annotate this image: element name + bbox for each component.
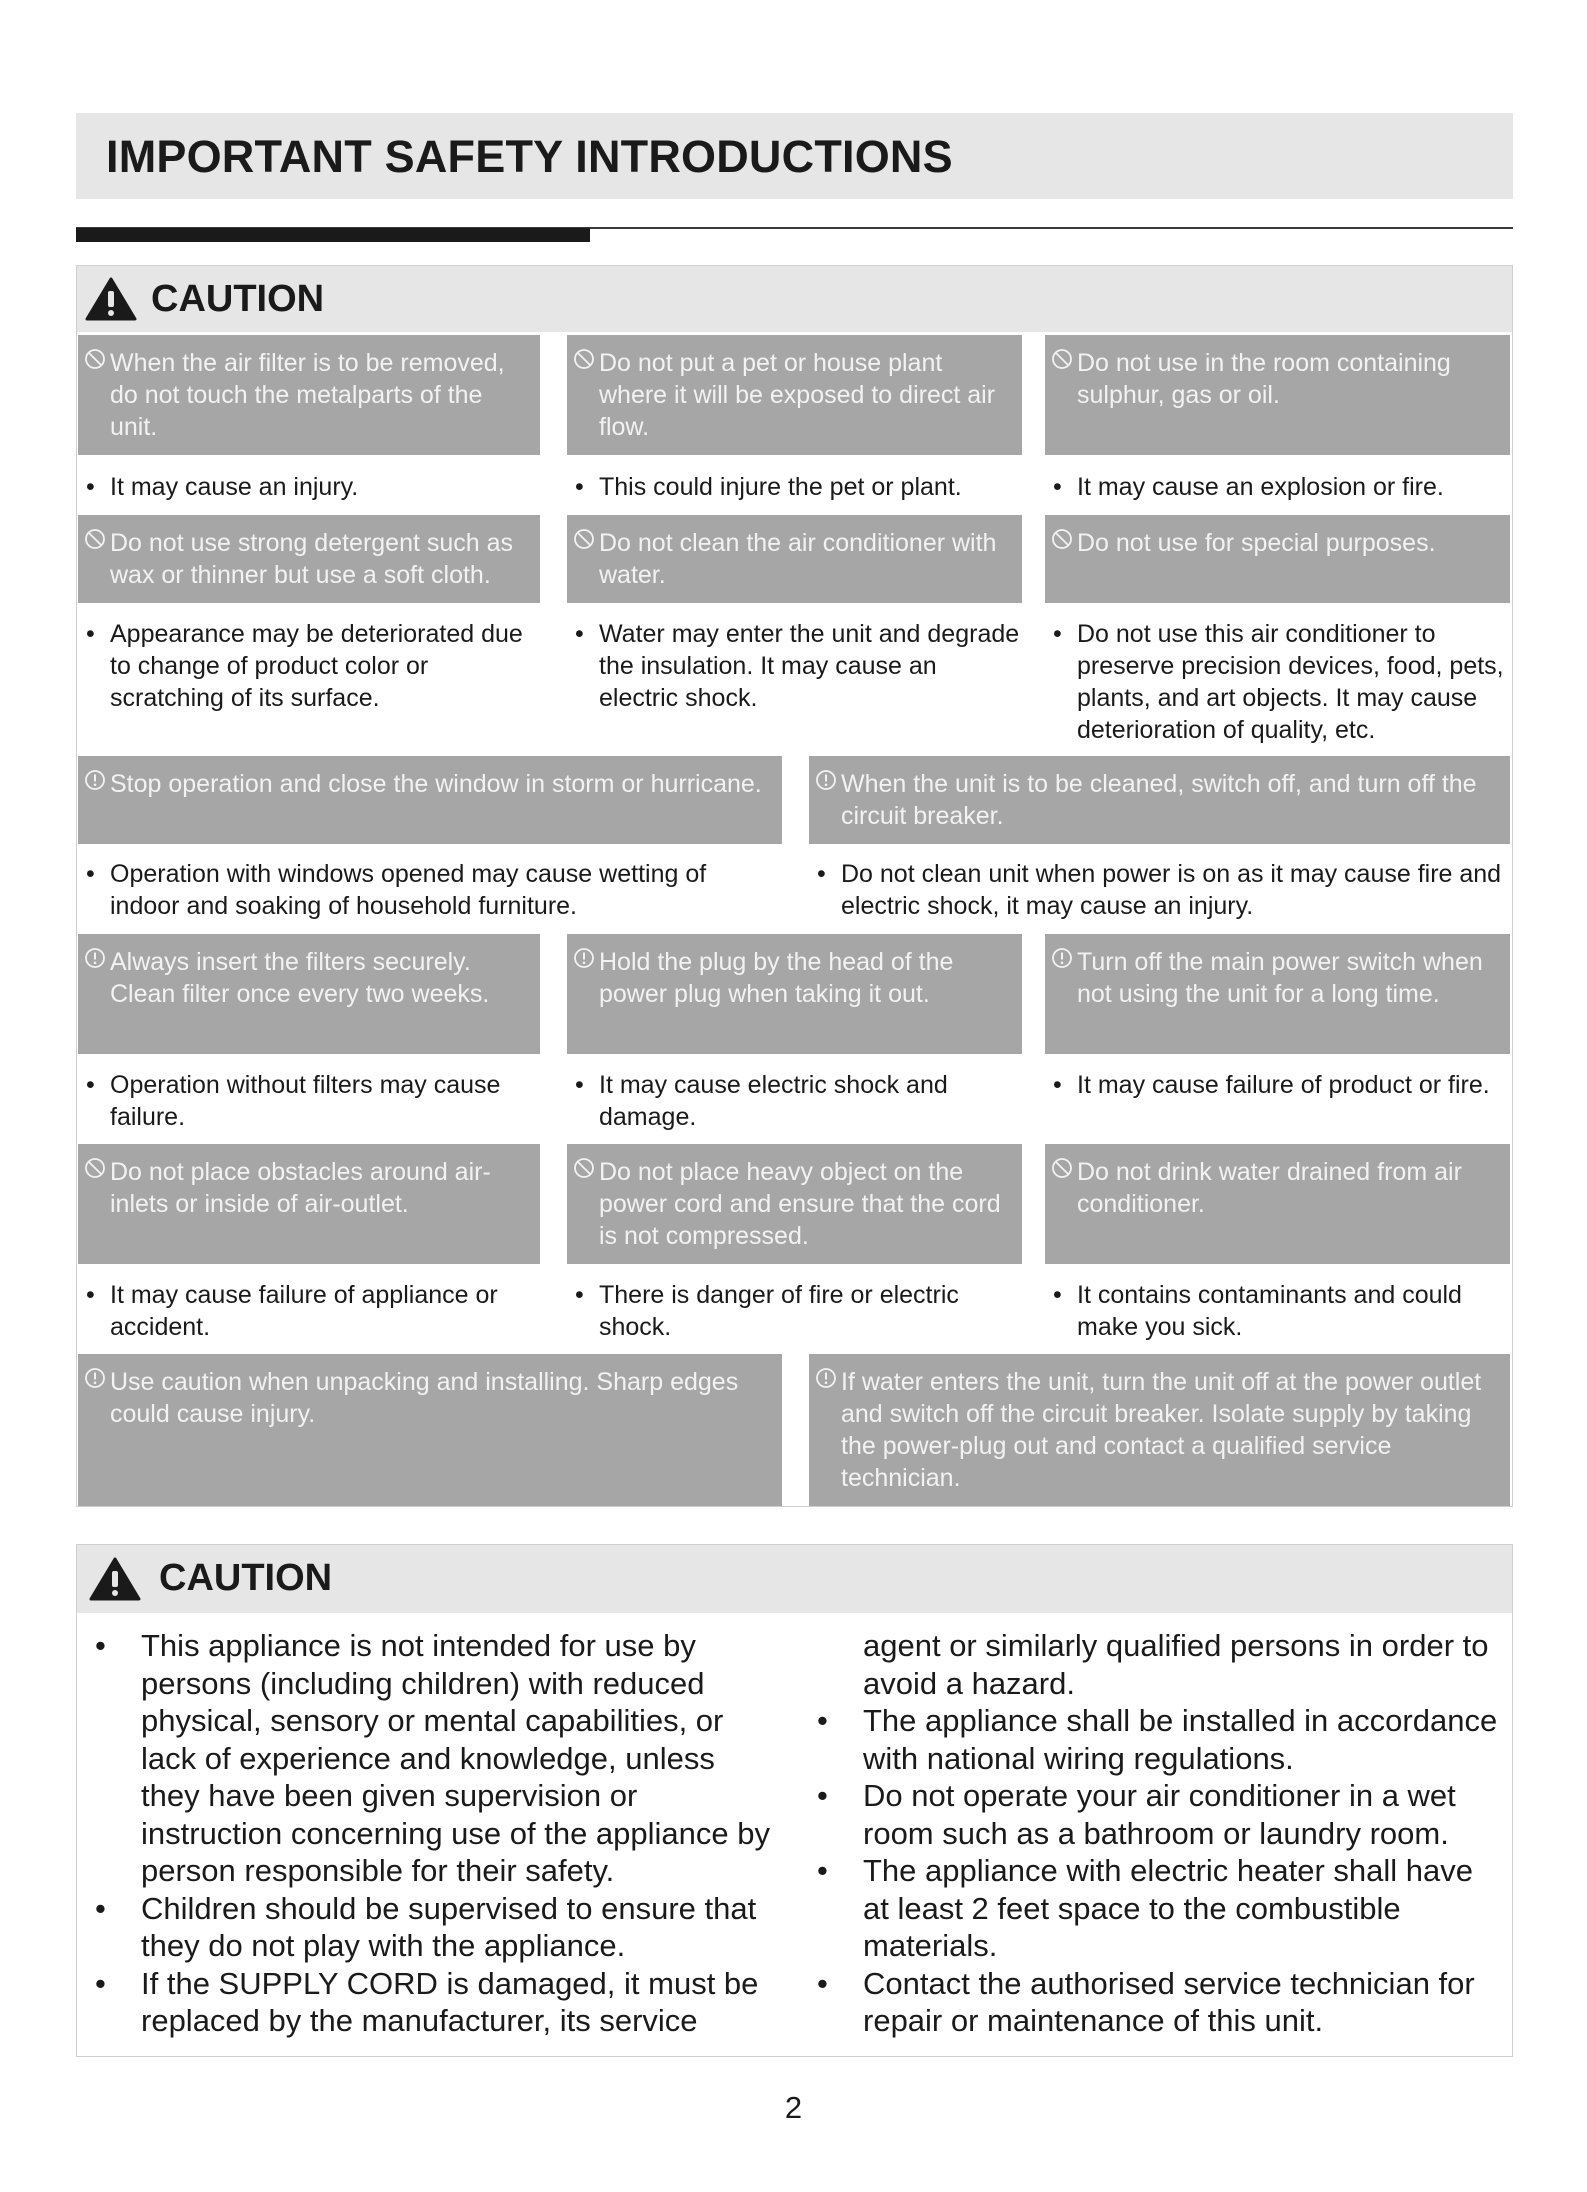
instruction-text: If water enters the unit, turn the unit off at the power outlet and switch off the circuit breaker. Isolate supply by taking the power-plug out and contact a qualified service technician. <box>841 1368 1482 1492</box>
list-item-text: This appliance is not intended for use by persons (including children) with reduced physical, sensory or mental capabilities, or lack of experience and knowledge, unless they have been given supervision or instruction concerning use of the appliance by person responsible for their safety. <box>141 1628 771 1888</box>
consequence-text: It contains contaminants and could make you sick. <box>1077 1281 1462 1341</box>
caution-list-left <box>95 1627 781 2040</box>
divider-accent <box>76 228 590 242</box>
instruction-text: Turn off the main power switch when not using the unit for a long time. <box>1077 948 1483 1008</box>
mandatory-icon <box>84 947 106 969</box>
instruction-text: Hold the plug by the head of the power plug when taking it out. <box>599 948 954 1008</box>
instruction-text: Use caution when unpacking and installing. Sharp edges could cause injury. <box>110 1368 739 1428</box>
bullet: • <box>95 1628 106 1663</box>
prohibited-icon <box>573 528 595 550</box>
instruction-cell <box>78 335 540 455</box>
consequence <box>1045 1069 1510 1101</box>
bullet: • <box>817 860 826 888</box>
consequence-text: Do not use this air conditioner to preserve precision devices, food, pets, plants, and art objects. It may cause deterioration of quality, etc. <box>1077 620 1504 744</box>
consequence <box>78 618 540 714</box>
instruction-cell <box>567 515 1022 603</box>
instruction-cell <box>809 1354 1510 1506</box>
bullet: • <box>1053 620 1062 648</box>
page-title: IMPORTANT SAFETY INTRODUCTIONS <box>106 131 953 182</box>
instruction-cell <box>1045 934 1510 1054</box>
instruction-text: Always insert the filters securely. Clean filter once every two weeks. <box>110 948 490 1008</box>
consequence-text: This could injure the pet or plant. <box>599 473 962 501</box>
bullet: • <box>817 1965 828 2001</box>
list-item <box>95 1627 781 1890</box>
instruction-cell <box>567 1144 1022 1264</box>
consequence <box>78 1279 540 1343</box>
list-item <box>817 1852 1503 1965</box>
consequence <box>567 1279 1022 1343</box>
consequence <box>1045 471 1510 503</box>
consequence <box>809 858 1510 922</box>
prohibited-icon <box>573 348 595 370</box>
consequence-text: Water may enter the unit and degrade the insulation. It may cause an electric shock. <box>599 620 1020 712</box>
list-item-text: The appliance shall be installed in accordance with national wiring regulations. <box>863 1703 1498 1776</box>
mandatory-icon <box>573 947 595 969</box>
caution-grid-section <box>76 265 1513 1507</box>
bullet: • <box>86 473 95 501</box>
list-item-text: agent or similarly qualified persons in order to avoid a hazard. <box>863 1628 1489 1701</box>
consequence <box>78 471 540 503</box>
prohibited-icon <box>573 1157 595 1179</box>
consequence <box>567 618 1022 714</box>
instruction-text: Do not put a pet or house plant where it will be exposed to direct air flow. <box>599 349 996 441</box>
list-item <box>95 1890 781 1965</box>
instruction-text: Stop operation and close the window in storm or hurricane. <box>110 770 762 798</box>
instruction-text: Do not place obstacles around air-inlets or inside of air-outlet. <box>110 1158 491 1218</box>
caution-label: CAUTION <box>151 278 325 320</box>
caution-header <box>77 266 1512 332</box>
list-item <box>817 1965 1503 2040</box>
instruction-text: Do not drink water drained from air conditioner. <box>1077 1158 1462 1218</box>
instruction-text: Do not place heavy object on the power cord and ensure that the cord is not compressed. <box>599 1158 1001 1250</box>
prohibited-icon <box>84 528 106 550</box>
consequence-text: Appearance may be deteriorated due to change of product color or scratching of its surface. <box>110 620 523 712</box>
prohibited-icon <box>84 1157 106 1179</box>
instruction-cell <box>78 934 540 1054</box>
list-item-text: Do not operate your air conditioner in a wet room such as a bathroom or laundry room. <box>863 1778 1456 1851</box>
bullet: • <box>95 1890 106 1926</box>
instruction-text: Do not use for special purposes. <box>1077 529 1436 557</box>
instruction-cell <box>78 1144 540 1264</box>
consequence <box>1045 618 1510 746</box>
instruction-cell <box>78 515 540 603</box>
consequence <box>78 1069 540 1133</box>
warning-triangle-icon <box>89 1556 141 1602</box>
caution-list-section <box>76 1544 1513 2057</box>
title-bar <box>76 113 1513 199</box>
consequence <box>567 471 1022 503</box>
warning-triangle-icon <box>85 276 137 322</box>
consequence-text: There is danger of fire or electric shock. <box>599 1281 959 1341</box>
list-continuation <box>863 1627 1503 1702</box>
consequence-text: It may cause an explosion or fire. <box>1077 473 1444 501</box>
consequence <box>1045 1279 1510 1343</box>
list-item <box>817 1777 1503 1852</box>
bullet: • <box>817 1853 828 1888</box>
consequence-text: It may cause failure of product or fire. <box>1077 1071 1490 1099</box>
bullet: • <box>86 1281 95 1309</box>
caution-list-right <box>817 1702 1503 2040</box>
bullet: • <box>86 860 95 888</box>
list-item-text: If the SUPPLY CORD is damaged, it must be replaced by the manufacturer, its service <box>141 1965 759 2038</box>
bullet: • <box>1053 1071 1062 1099</box>
instruction-cell <box>78 756 782 844</box>
list-item <box>95 1965 781 2040</box>
bullet: • <box>95 1965 106 2001</box>
prohibited-icon <box>1051 528 1073 550</box>
caution-header <box>77 1545 1512 1613</box>
mandatory-icon <box>84 769 106 791</box>
consequence-text: It may cause electric shock and damage. <box>599 1071 948 1131</box>
list-item-text: Children should be supervised to ensure that they do not play with the appliance. <box>141 1890 757 1963</box>
list-item <box>817 1702 1503 1777</box>
page-number: 2 <box>784 2090 803 2125</box>
prohibited-icon <box>84 348 106 370</box>
instruction-cell <box>809 756 1510 844</box>
instruction-text: Do not use strong detergent such as wax or thinner but use a soft cloth. <box>110 529 514 589</box>
bullet: • <box>575 1071 584 1099</box>
instruction-cell <box>567 934 1022 1054</box>
bullet: • <box>817 1778 828 1813</box>
consequence-text: Do not clean unit when power is on as it may cause fire and electric shock, it may cause an injury. <box>841 860 1502 920</box>
prohibited-icon <box>1051 348 1073 370</box>
instruction-cell <box>1045 335 1510 455</box>
list-item-text: Contact the authorised service technician for repair or maintenance of this unit. <box>863 1965 1475 2038</box>
prohibited-icon <box>1051 1157 1073 1179</box>
bullet: • <box>86 620 95 648</box>
bullet: • <box>575 473 584 501</box>
bullet: • <box>575 1281 584 1309</box>
instruction-cell <box>567 335 1022 455</box>
instruction-cell <box>78 1354 782 1506</box>
mandatory-icon <box>815 1367 837 1389</box>
bullet: • <box>86 1071 95 1099</box>
consequence <box>567 1069 1022 1133</box>
instruction-cell <box>1045 1144 1510 1264</box>
consequence-text: Operation with windows opened may cause wetting of indoor and soaking of household furniture. <box>110 860 707 920</box>
consequence <box>78 858 782 922</box>
instruction-text: Do not use in the room containing sulphur, gas or oil. <box>1077 349 1451 409</box>
instruction-cell <box>1045 515 1510 603</box>
mandatory-icon <box>84 1367 106 1389</box>
bullet: • <box>817 1703 828 1738</box>
instruction-text: When the unit is to be cleaned, switch off, and turn off the circuit breaker. <box>841 770 1477 830</box>
bullet: • <box>1053 1281 1062 1309</box>
instruction-text: When the air filter is to be removed, do not touch the metalparts of the unit. <box>110 349 505 441</box>
mandatory-icon <box>1051 947 1073 969</box>
consequence-text: Operation without filters may cause failure. <box>110 1071 501 1131</box>
instruction-text: Do not clean the air conditioner with water. <box>599 529 997 589</box>
caution-label: CAUTION <box>159 1557 333 1599</box>
bullet: • <box>1053 473 1062 501</box>
consequence-text: It may cause an injury. <box>110 473 359 501</box>
bullet: • <box>575 620 584 648</box>
list-item-text: The appliance with electric heater shall have at least 2 feet space to the combustible materials. <box>863 1853 1474 1963</box>
mandatory-icon <box>815 769 837 791</box>
consequence-text: It may cause failure of appliance or accident. <box>110 1281 498 1341</box>
